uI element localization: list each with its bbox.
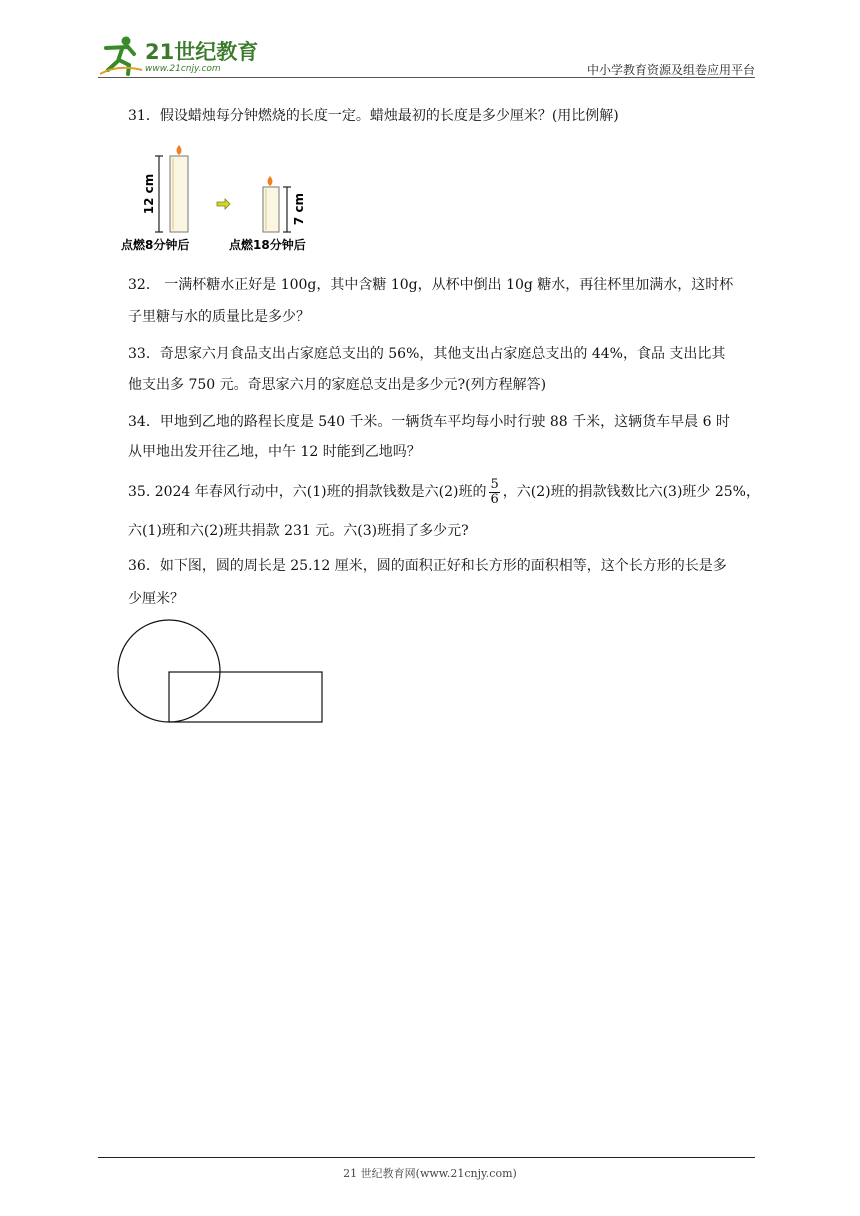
question-33-line1: 33．奇思家六月食品支出占家庭总支出的 56%，其他支出占家庭总支出的 44%，食品 支出比其 <box>128 346 726 362</box>
footer-divider <box>98 1157 755 1158</box>
question-34-line2: 从甲地出发开往乙地，中午 12 时能到乙地吗？ <box>128 444 421 460</box>
footer-text[interactable]: 21 世纪教育网(www.21cnjy.com) <box>343 1167 517 1180</box>
header-platform-label: 中小学教育资源及组卷应用平台 <box>586 63 755 77</box>
question-31: 31．假设蜡烛每分钟燃烧的长度一定。蜡烛最初的长度是多少厘米？(用比例解) <box>128 108 619 124</box>
runner-logo-icon <box>98 34 144 76</box>
candle-figure <box>117 142 337 261</box>
fraction-denominator: 6 <box>490 491 499 507</box>
question-35-text-a: 35. 2024 年春风行动中，六(1)班的捐款钱数是六(2)班的 <box>128 484 487 500</box>
question-36-line1: 36．如下图，圆的周长是 25.12 厘米，圆的面积正好和长方形的面积相等，这个长方形的长是多 <box>128 558 727 574</box>
circle-rectangle-figure <box>117 618 327 732</box>
logo-text: 21世纪教育 <box>145 40 259 64</box>
page-header <box>98 30 755 80</box>
header-divider <box>98 77 755 78</box>
fraction-numerator: 5 <box>490 476 499 492</box>
left-caption: 点燃8分钟后 <box>121 238 190 252</box>
right-caption: 点燃18分钟后 <box>229 238 306 252</box>
circle-rectangle-diagram <box>117 618 327 728</box>
fraction-five-sixths <box>489 478 499 507</box>
logo-url: www.21cnjy.com <box>145 64 221 74</box>
right-dimension-label: 7 cm <box>292 192 306 226</box>
question-35-line2: 六(1)班和六(2)班共捐款 231 元。六(3)班捐了多少元? <box>128 523 469 539</box>
left-dimension-label: 12 cm <box>142 173 156 215</box>
question-33-line2: 他支出多 750 元。奇思家六月的家庭总支出是多少元?(列方程解答) <box>128 377 547 393</box>
rectangle-shape <box>169 672 322 722</box>
candle-illustration <box>117 142 337 257</box>
question-36-line2: 少厘米？ <box>128 591 184 607</box>
question-32-line2: 子里糖与水的质量比是多少？ <box>128 309 310 325</box>
question-34-line1: 34．甲地到乙地的路程长度是 540 千米。一辆货车平均每小时行驶 88 千米，这辆货车早晨 6 时 <box>128 414 730 430</box>
question-35-text-b: ，六(2)班的捐款钱数比六(3)班少 25%， <box>502 484 760 500</box>
question-35-line1 <box>128 477 762 507</box>
site-logo[interactable] <box>98 34 268 76</box>
question-32-line1: 32． 一满杯糖水正好是 100g，其中含糖 10g，从杯中倒出 10g 糖水，再往杯里加满水，这时杯 <box>128 277 734 293</box>
